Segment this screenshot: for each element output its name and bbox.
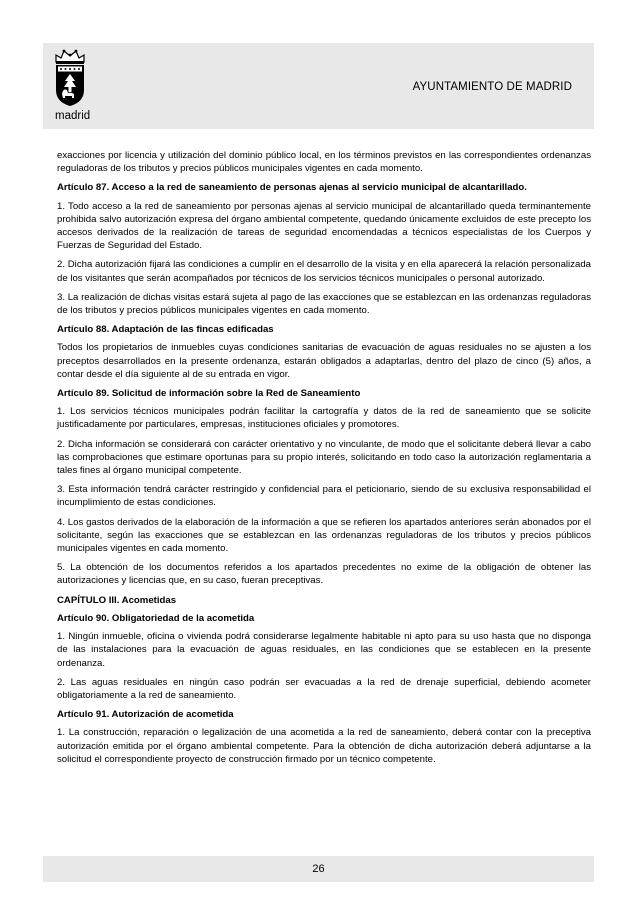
- paragraph: 3. Esta información tendrá carácter restringido y confidencial para el peticionario, siendo de su exclusiva responsabilidad el incumplimiento de estas condiciones.: [57, 484, 591, 509]
- paragraph: Todos los propietarios de inmuebles cuyas condiciones sanitarias de evacuación de aguas residuales no se ajusten a los preceptos desarrollados en la presente ordenanza, estarán obligados a adaptarlas, dentro del plazo de cinco (5) años, a contar desde el día siguiente al de su entrada en vigor.: [57, 342, 591, 380]
- paragraph: exacciones por licencia y utilización del dominio público local, en los términos previstos en las correspondientes ordenanzas reguladoras de los tributos y precios públicos municipales vigentes en cada momento.: [57, 150, 591, 175]
- paragraph: 1. Ningún inmueble, oficina o vivienda podrá considerarse legalmente habitable ni apto para su uso hasta que no disponga de las instalaciones para la evacuación de aguas residuales, en las condiciones que se establecen en la presente ordenanza.: [57, 631, 591, 669]
- section-heading: Artículo 88. Adaptación de las fincas edificadas: [57, 324, 274, 336]
- section-heading: Artículo 87. Acceso a la red de saneamiento de personas ajenas al servicio municipal de alcantarillado.: [57, 182, 527, 194]
- section-heading: Artículo 91. Autorización de acometida: [57, 709, 234, 721]
- paragraph: 2. Dicha información se considerará con carácter orientativo y no vinculante, de modo que el solicitante deberá llevar a cabo las comprobaciones que estimare oportunas para su propio interés, solicitando en todo caso la autorización reglamentaria a tales fines al órgano municipal competente.: [57, 438, 591, 477]
- madrid-coat-of-arms-icon: [53, 48, 87, 108]
- organization-name: AYUNTAMIENTO DE MADRID: [412, 81, 572, 93]
- paragraph: 1. Los servicios técnicos municipales podrán facilitar la cartografía y datos de la red de saneamiento que se solicite justificadamente por particulares, empresas, instituciones oficiales y promotores.: [57, 406, 591, 431]
- section-heading: CAPÍTULO III. Acometidas: [57, 594, 177, 606]
- page-header: [43, 43, 594, 129]
- paragraph: 1. La construcción, reparación o legalización de una acometida a la red de saneamiento, deberá contar con la preceptiva autorización emitida por el órgano ambiental competente. Para la obtención de dicha autorización deberá adjuntarse a la solicitud el correspondiente proyecto de construcción firmado por un técnico competente.: [57, 727, 591, 765]
- section-heading: Artículo 90. Obligatoriedad de la acometida: [57, 612, 255, 624]
- paragraph: 2. Dicha autorización fijará las condiciones a cumplir en el desarrollo de la visita y en ella aparecerá la relación personalizada de los visitantes que serán acompañados por técnicos de los servicios técnicos municipales o personal autorizado.: [57, 259, 591, 284]
- page-number: 26: [312, 863, 325, 875]
- paragraph: 3. La realización de dichas visitas estará sujeta al pago de las exacciones que se establezcan en las ordenanzas reguladoras de los tributos y precios públicos municipales vigentes en cada momento.: [57, 291, 591, 317]
- paragraph: 1. Todo acceso a la red de saneamiento por personas ajenas al servicio municipal de alcantarillado queda terminantemente prohibida salvo autorización expresa del órgano ambiental competente, quedando únicamente excluidos de este precepto los accesos derivados de la realización de tareas de seguridad encomendadas a técnicos especialistas de los Cuerpos y Fuerzas de Seguridad del Estado.: [57, 200, 591, 252]
- page-footer: [43, 856, 594, 882]
- paragraph: 2. Las aguas residuales en ningún caso podrán ser evacuadas a la red de drenaje superficial, debiendo acometer obligatoriamente a la red de saneamiento.: [57, 676, 591, 701]
- paragraph: 5. La obtención de los documentos referidos a los apartados precedentes no exime de la obligación de obtener las autorizaciones y licencias que, en su caso, fueran preceptivas.: [57, 562, 591, 587]
- paragraph: 4. Los gastos derivados de la elaboración de la información a que se refieren los apartados anteriores serán abonados por el solicitante, según las exacciones que se establezcan en las ordenanzas reguladoras de los tributos y precios públicos municipales vigentes en cada momento.: [57, 516, 591, 555]
- document-body: [57, 149, 591, 772]
- section-heading: Artículo 89. Solicitud de información sobre la Red de Saneamiento: [57, 388, 361, 400]
- brand-name: madrid: [55, 110, 91, 122]
